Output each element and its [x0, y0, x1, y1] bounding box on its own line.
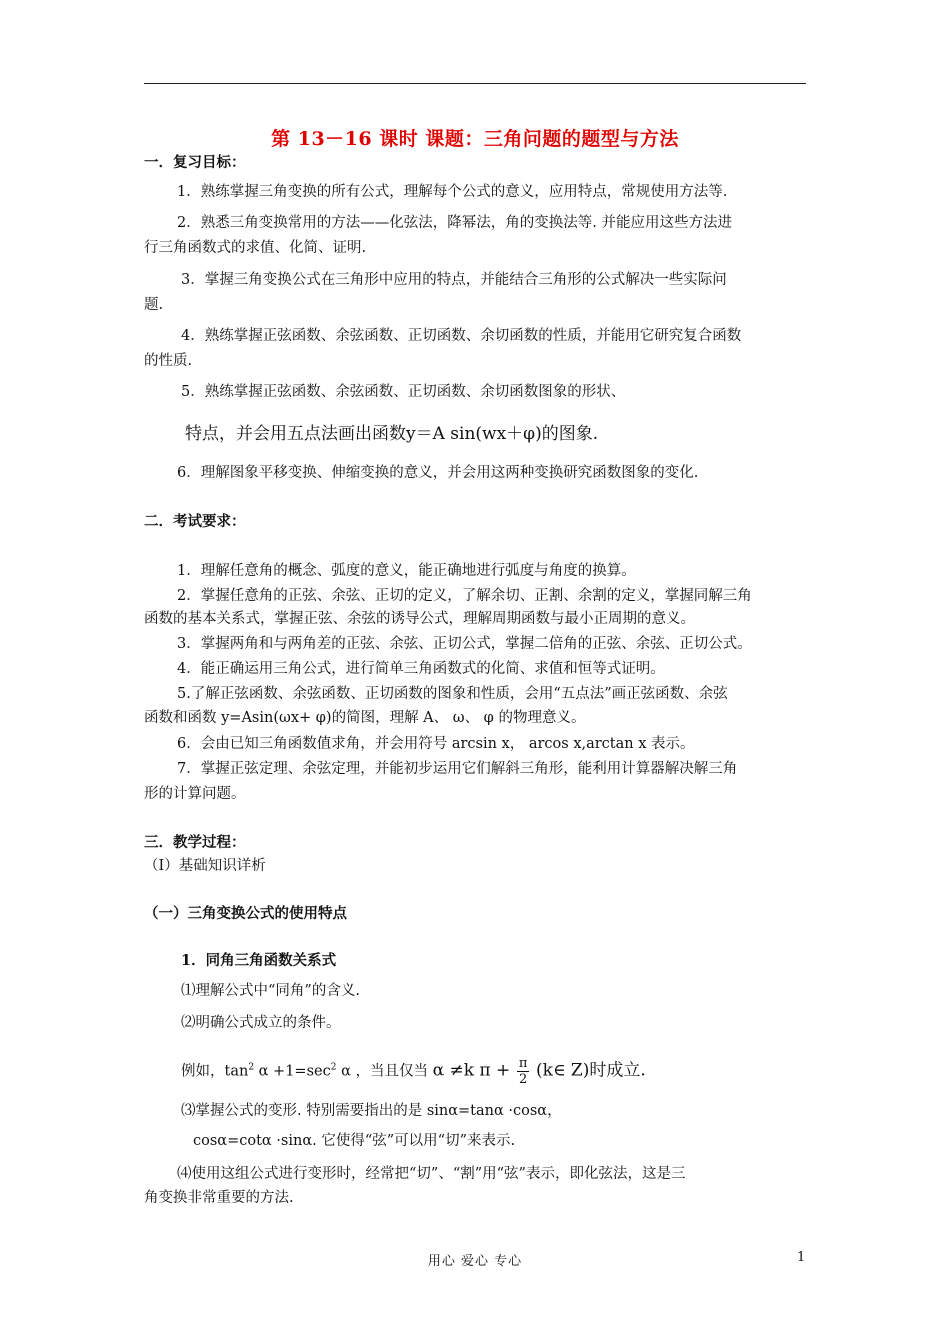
section2-item: 7．掌握正弦定理、余弦定理，并能初步运用它们解斜三角形，能利用计算器解决解三角	[177, 761, 738, 777]
section2-item: 1．理解任意角的概念、弧度的意义，能正确地进行弧度与角度的换算。	[177, 563, 636, 579]
example-formula: α ≠k π +	[432, 1060, 511, 1081]
section1-item: 的性质.	[144, 353, 193, 369]
example-line	[181, 1056, 646, 1087]
section2-item: 2．掌握任意角的正弦、余弦、正切的定义，了解余切、正割、余割的定义，掌握同解三角	[177, 588, 752, 604]
body-line: ⑷使用这组公式进行变形时，经常把“切”、“割”用“弦”表示，即化弦法，这是三	[177, 1166, 686, 1182]
section1-item: 3．掌握三角变换公式在三角形中应用的特点，并能结合三角形的公式解决一些实际问	[181, 272, 727, 288]
section1-item: 4．熟练掌握正弦函数、余弦函数、正切函数、余切函数的性质，并能用它研究复合函数	[181, 328, 742, 344]
section2-item: 函数的基本关系式，掌握正弦、余弦的诱导公式，理解周期函数与最小正周期的意义。	[144, 611, 695, 627]
section3-heading: 三．教学过程：	[144, 834, 246, 851]
example-text: α ，当且仅当	[336, 1063, 428, 1080]
section2-item: 形的计算问题。	[144, 786, 246, 802]
pi-over-two-fraction	[517, 1056, 530, 1087]
section2-item: 函数和函数 y=Asin(ωx+ φ)的简图，理解 A、 ω、 φ 的物理意义。	[144, 710, 586, 726]
exponent: 2	[248, 1062, 255, 1073]
section3-subheading: （Ⅰ）基础知识详析	[144, 858, 266, 874]
body-line: cosα=cotα ·sinα. 它使得“弦”可以用“切”来表示.	[193, 1133, 516, 1149]
section1-item: 行三角函数式的求值、化简、证明.	[144, 240, 367, 256]
example-text: α +1=sec	[254, 1063, 331, 1080]
example-formula-tail: (k∈ Z)时成立.	[536, 1060, 646, 1081]
header-rule	[144, 83, 806, 84]
point1-heading: 1．同角三角函数关系式	[181, 952, 337, 969]
example-text: 例如，tan	[181, 1063, 249, 1080]
section1-heading: 一．复习目标：	[144, 154, 246, 171]
section2-item: 5.了解正弦函数、余弦函数、正切函数的图象和性质，会用“五点法”画正弦函数、余弦	[177, 686, 728, 702]
body-line: ⑴理解公式中“同角”的含义.	[181, 983, 360, 999]
page-title: 第 13－16 课时 课题：三角问题的题型与方法	[271, 128, 679, 150]
body-line: ⑶掌握公式的变形. 特别需要指出的是 sinα=tanα ·cosα，	[181, 1103, 562, 1119]
section2-item: 4．能正确运用三角公式，进行简单三角函数式的化简、求值和恒等式证明。	[177, 661, 665, 677]
section2-item: 3．掌握两角和与两角差的正弦、余弦、正切公式，掌握二倍角的正弦、余弦、正切公式。	[177, 636, 752, 652]
fraction-numerator: π	[518, 1056, 528, 1071]
section1-item: 5．熟练掌握正弦函数、余弦函数、正切函数、余切函数图象的形状、	[181, 384, 626, 400]
part1-heading: （一）三角变换公式的使用特点	[144, 905, 347, 922]
fraction-denominator: 2	[518, 1072, 528, 1087]
section1-item: 题.	[144, 297, 164, 313]
body-line: ⑵明确公式成立的条件。	[181, 1015, 341, 1031]
section2-heading: 二．考试要求：	[144, 513, 246, 530]
section2-item: 6．会由已知三角函数值求角，并会用符号 arcsin x， arcos x,arctan x 表示。	[177, 736, 695, 752]
page-footer: 用心 爱心 专心	[427, 1254, 523, 1269]
section1-item: 1．熟练掌握三角变换的所有公式，理解每个公式的意义，应用特点，常规使用方法等.	[177, 184, 728, 200]
exponent: 2	[330, 1062, 337, 1073]
section1-item: 特点，并会用五点法画出函数y＝A sin(wx＋φ)的图象.	[185, 424, 599, 444]
page-number: 1	[797, 1250, 806, 1265]
section1-item: 2．熟悉三角变换常用的方法——化弦法，降幂法，角的变换法等. 并能应用这些方法进	[177, 215, 732, 231]
body-line: 角变换非常重要的方法.	[144, 1190, 294, 1206]
section1-item: 6．理解图象平移变换、伸缩变换的意义，并会用这两种变换研究函数图象的变化.	[177, 465, 699, 481]
